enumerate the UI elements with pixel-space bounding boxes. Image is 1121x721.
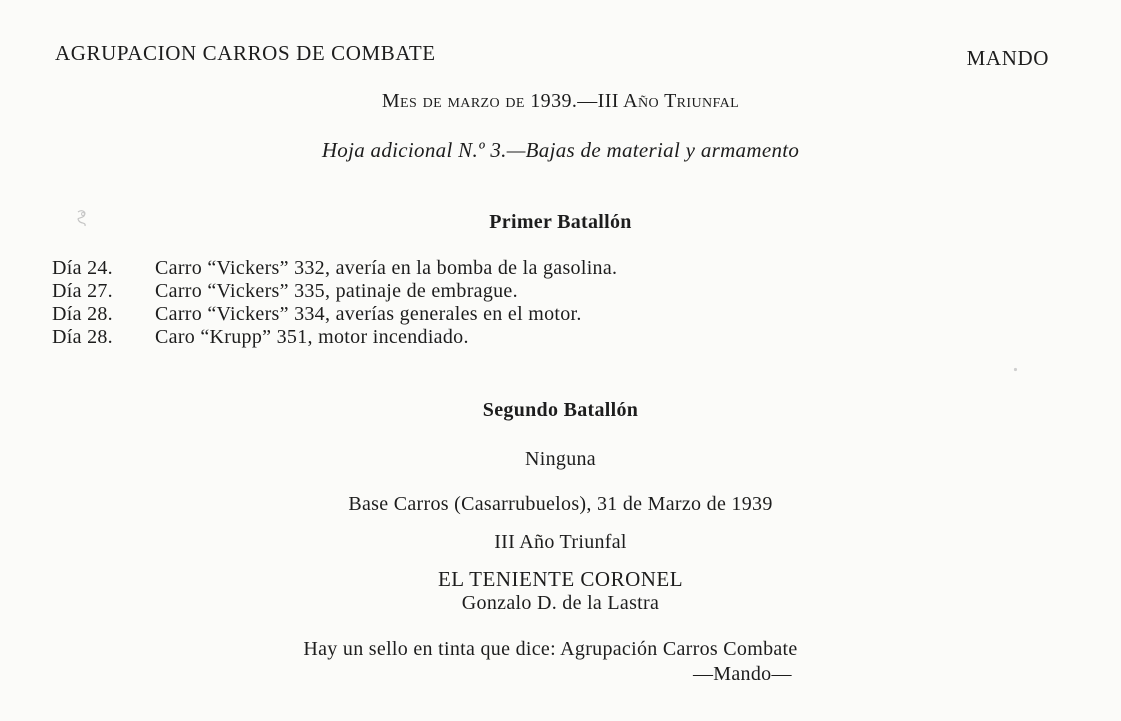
entry-day: Día 28.	[52, 303, 113, 325]
year-label: III Año Triunfal	[494, 531, 627, 553]
month-line-ano: Año	[623, 90, 660, 112]
list-item	[52, 303, 617, 326]
entry-day: Día 27.	[52, 280, 113, 302]
month-line-suffix: Triunfal	[659, 90, 740, 112]
stamp-note: Hay un sello en tinta que dice: Agrupación Carros Combate	[303, 638, 798, 660]
list-item	[52, 326, 617, 349]
paper-speck	[1013, 367, 1018, 372]
place-date: Base Carros (Casarrubuelos), 31 de Marzo de 1939	[348, 493, 773, 515]
signatory-name: Gonzalo D. de la Lastra	[461, 592, 660, 614]
entry-text: Carro “Vickers” 332, avería en la bomba de la gasolina.	[155, 257, 618, 279]
unit-header: AGRUPACION CARROS DE COMBATE	[55, 41, 436, 65]
entry-day: Día 28.	[52, 326, 113, 348]
month-line	[0, 90, 1121, 113]
entry-list	[52, 257, 617, 349]
section-body-none: Ninguna	[525, 448, 596, 470]
office-header: MANDO	[966, 46, 1049, 70]
entry-day: Día 24.	[52, 257, 113, 279]
section-title-primer: Primer Batallón	[489, 211, 632, 233]
entry-text: Carro “Vickers” 334, averías generales en el motor.	[155, 303, 582, 325]
section-title-segundo: Segundo Batallón	[482, 399, 639, 421]
entry-text: Caro “Krupp” 351, motor incendiado.	[155, 326, 469, 348]
month-line-prefix: Mes de marzo de 1939.—III	[381, 90, 624, 112]
entry-text: Carro “Vickers” 335, patinaje de embrague.	[155, 280, 518, 302]
stamp-subtitle: —Mando—	[693, 663, 792, 685]
signatory-rank: EL TENIENTE CORONEL	[437, 567, 684, 591]
list-item	[52, 257, 617, 280]
sheet-title: Hoja adicional N.º 3.—Bajas de material y armamento	[321, 138, 800, 162]
list-item	[52, 280, 617, 303]
